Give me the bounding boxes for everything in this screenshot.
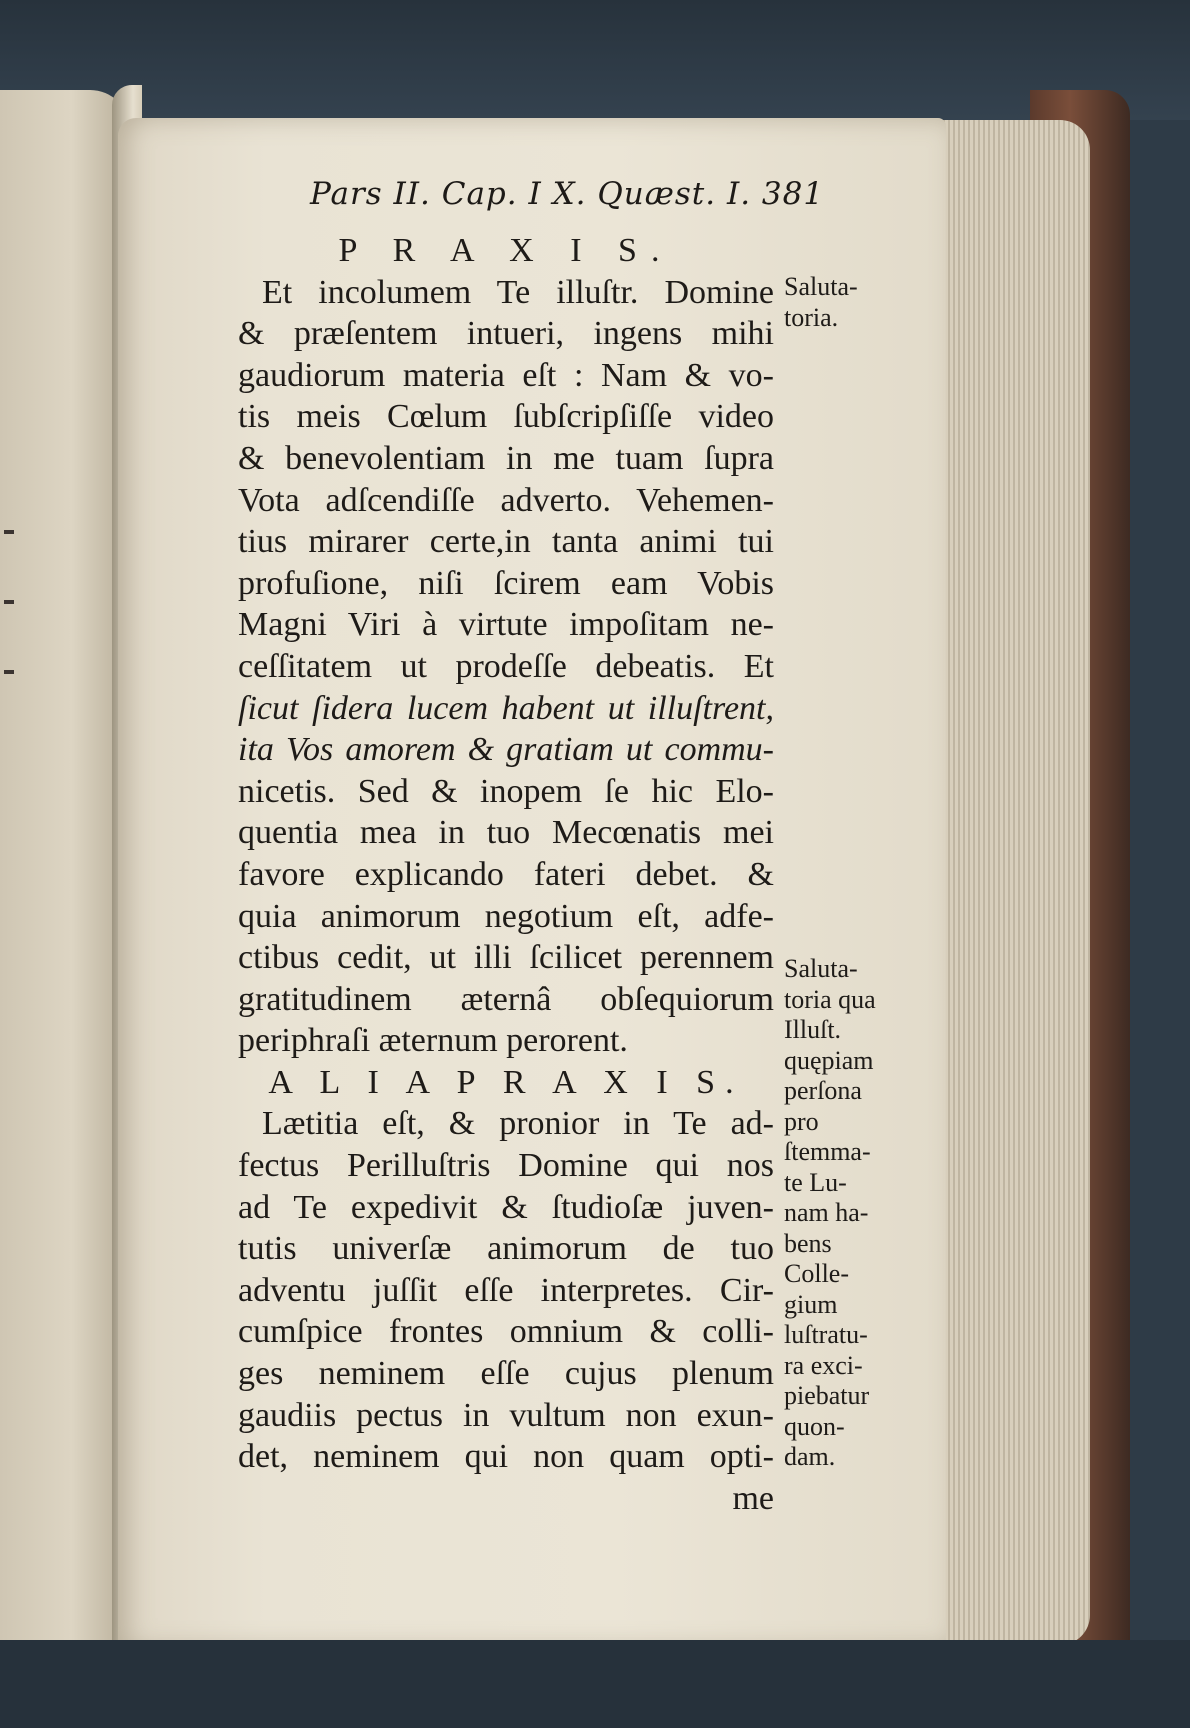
text-line: ges neminem eſſe cujus plenum (238, 1355, 774, 1393)
text-line: nicetis. Sed & inopem ſe hic Elo- (238, 772, 774, 810)
margin-note-line: Saluta- (784, 272, 858, 301)
margin-note-line: toria. (784, 302, 839, 332)
text-line: Vota adſcendiſſe adverto. Vehemen- (238, 481, 774, 519)
margin-note-salutatoria (784, 272, 904, 333)
text-line: adventu juſſit eſſe interpretes. Cir- (238, 1271, 774, 1309)
text-line: quia animorum negotium eſt, adfe- (238, 897, 774, 935)
margin-note-line: quępiam (784, 1045, 874, 1075)
main-text-block (238, 230, 774, 1519)
text-line: fectus Perilluſtris Domine qui nos (238, 1147, 774, 1185)
text-line: tis meis Cœlum ſubſcripſiſſe video (238, 398, 774, 436)
margin-note-line: nam ha- (784, 1198, 869, 1227)
margin-note-line: toria qua (784, 984, 876, 1014)
backdrop (0, 0, 1190, 120)
text-line: ctibus cedit, ut illi ſcilicet perennem (238, 939, 774, 977)
margin-note-line: gium (784, 1289, 838, 1319)
text-line: gratitudinem æternâ obſequiorum (238, 980, 774, 1018)
text-line: & præſentem intueri, ingens mihi (238, 315, 774, 353)
text-line: periphraſi æternum perorent. (238, 1022, 628, 1060)
margin-note-line: Colle- (784, 1259, 849, 1288)
margin-note-line: te Lu- (784, 1167, 847, 1197)
margin-note-line: pro (784, 1106, 819, 1136)
text-line: profuſione, niſi ſcirem eam Vobis (238, 564, 774, 602)
text-line: ad Te expedivit & ſtudioſæ juven- (238, 1188, 774, 1226)
italic-line: ita Vos amorem & gratiam ut commu- (238, 731, 774, 769)
page-edges (940, 120, 1090, 1645)
text-line: cumſpice frontes omnium & colli- (238, 1313, 774, 1351)
text-line: gaudiis pectus in vultum non exun- (238, 1396, 774, 1434)
text-line: ceſſitatem ut prodeſſe debeatis. Et (238, 647, 774, 685)
alia-praxis-heading: A L I A P R A X I S. (268, 1063, 744, 1101)
margin-note-line: Illuſt. (784, 1015, 842, 1044)
text-line: det, neminem qui non quam opti- (238, 1438, 774, 1476)
margin-note-line: dam. (784, 1442, 836, 1471)
margin-note-line: bens (784, 1228, 832, 1258)
left-page-edge (0, 90, 130, 1650)
running-head: Pars II. Cap. I X. Quæst. I. 381 (310, 176, 825, 212)
margin-note-line: quon- (784, 1411, 845, 1441)
text-line: & benevolentiam in me tuam ſupra (238, 439, 774, 477)
text-line: tius mirarer certe,in tanta animi tui (238, 523, 774, 561)
text-line: tutis univerſæ animorum de tuo (238, 1230, 774, 1268)
margin-note-line: perſona (784, 1076, 862, 1105)
backdrop-bottom (0, 1640, 1190, 1728)
praxis-heading: P R A X I S. (338, 232, 674, 269)
text-line: Magni Viri à virtute impoſitam ne- (238, 606, 774, 644)
catchword: me (732, 1479, 774, 1517)
text-line: quentia mea in tuo Mecœnatis mei (238, 814, 774, 852)
margin-note-line: luſtratu- (784, 1320, 868, 1349)
text-line: favore explicando fateri debet. & (238, 855, 774, 893)
margin-note-line: ra exci- (784, 1350, 863, 1380)
margin-note-line: Saluta- (784, 954, 858, 983)
margin-note-line: piebatur (784, 1381, 870, 1410)
text-line: gaudiorum materia eſt : Nam & vo- (238, 356, 774, 394)
margin-note-line: ſtemma- (784, 1137, 871, 1166)
text-line: Lætitia eſt, & pronior in Te ad- (262, 1105, 774, 1143)
italic-line: ſicut ſidera lucem habent ut illuſtrent, (238, 689, 774, 727)
margin-note-salutatoria-illustri (784, 954, 904, 1473)
text-line: Et incolumem Te illuſtr. Domine (262, 273, 774, 311)
